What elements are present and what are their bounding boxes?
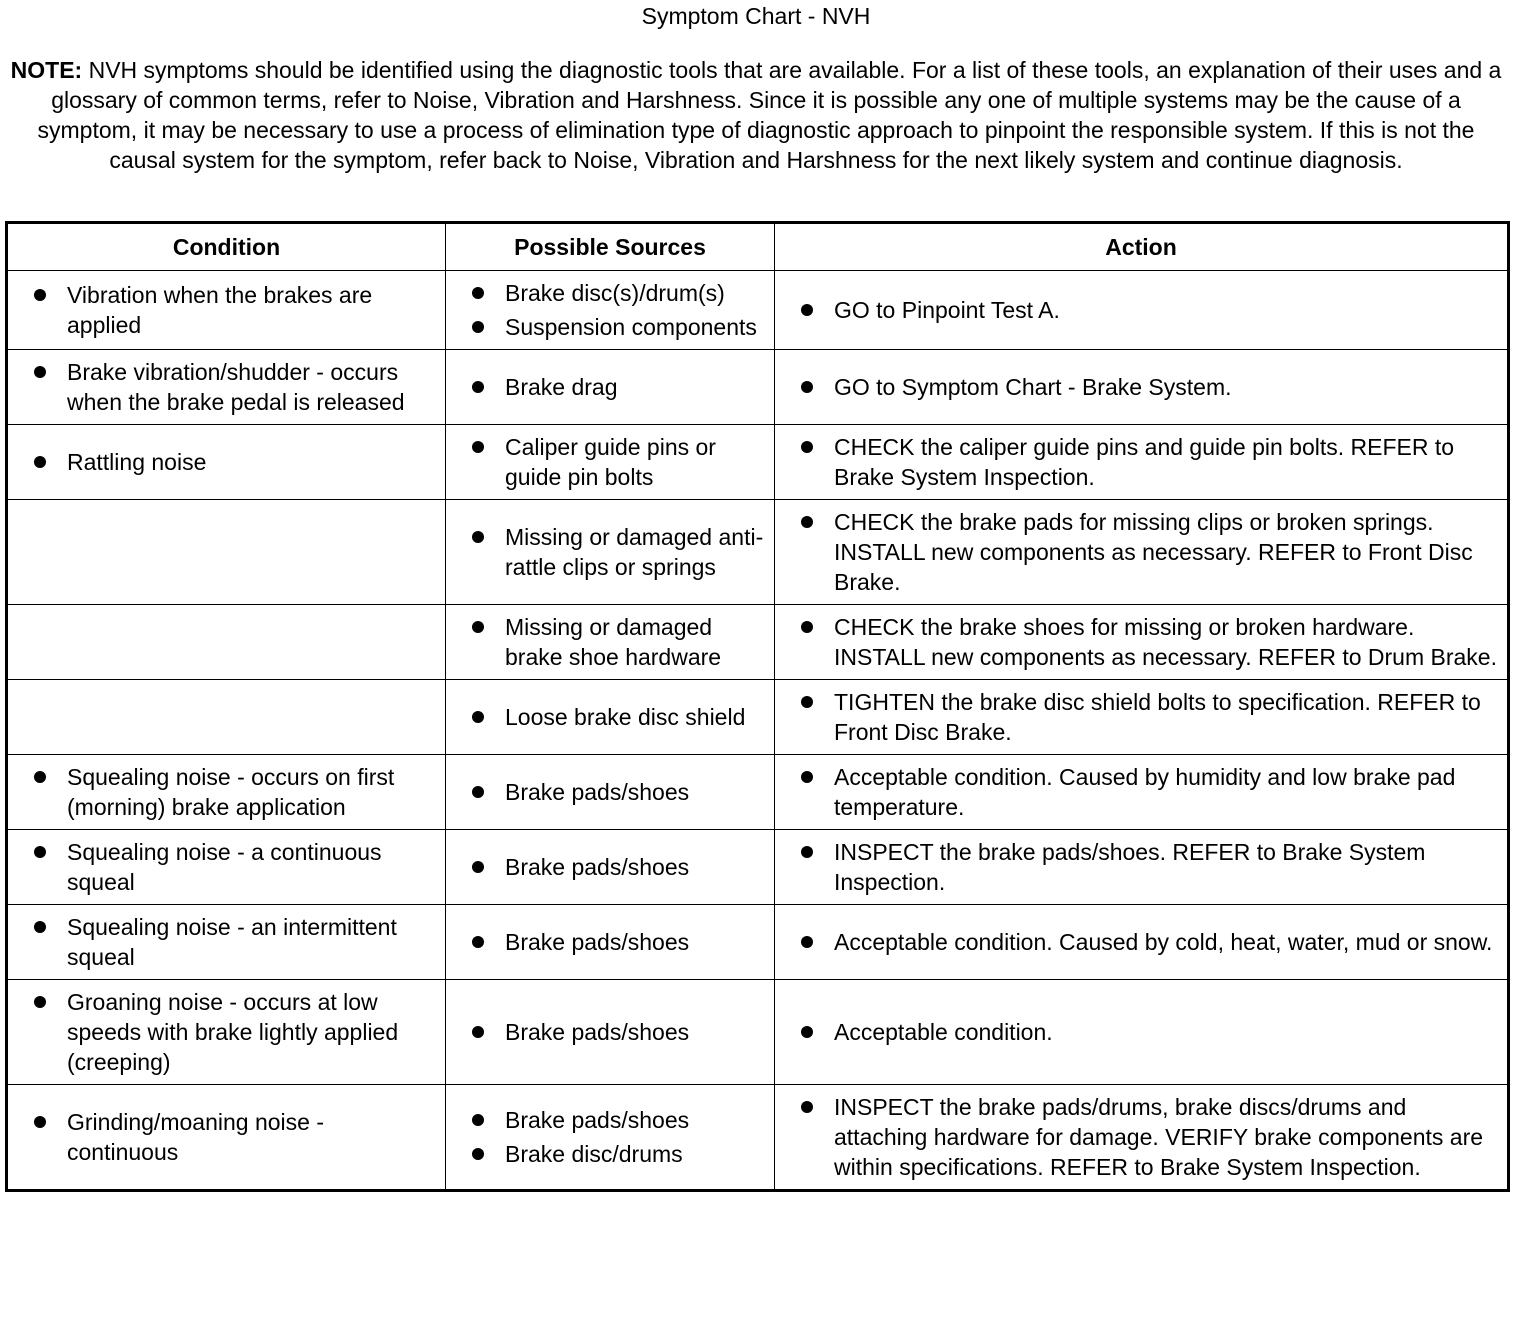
bullet-list: [799, 612, 1501, 672]
action-cell: [775, 830, 1509, 905]
page-title: Symptom Chart - NVH: [641, 3, 871, 29]
bullet-list: [32, 447, 439, 477]
bullet-item: GO to Pinpoint Test A.: [799, 295, 1501, 325]
bullet-item: Brake pads/shoes: [470, 927, 768, 957]
possible-sources-cell: [446, 500, 775, 605]
bullet-list: [470, 777, 768, 807]
bullet-list: [799, 687, 1501, 747]
bullet-list: [32, 837, 439, 897]
bullet-item: Vibration when the brakes are applied: [32, 280, 439, 340]
bullet-item: Acceptable condition.: [799, 1017, 1501, 1047]
bullet-list: [799, 295, 1501, 325]
table-row: [7, 425, 1509, 500]
table-row: [7, 830, 1509, 905]
table-row: [7, 350, 1509, 425]
bullet-list: [470, 1105, 768, 1169]
bullet-list: [470, 432, 768, 492]
bullet-list: [470, 522, 768, 582]
bullet-item: GO to Symptom Chart - Brake System.: [799, 372, 1501, 402]
bullet-item: Acceptable condition. Caused by humidity and low brake pad temperature.: [799, 762, 1501, 822]
condition-cell: [7, 1085, 446, 1191]
table-row: [7, 271, 1509, 350]
bullet-item: CHECK the brake shoes for missing or broken hardware. INSTALL new components as necessary. REFER to Drum Brake.: [799, 612, 1501, 672]
bullet-item: Brake drag: [470, 372, 768, 402]
table-row: [7, 680, 1509, 755]
bullet-item: Loose brake disc shield: [470, 702, 768, 732]
table-row: [7, 500, 1509, 605]
table-row: [7, 755, 1509, 830]
bullet-item: TIGHTEN the brake disc shield bolts to specification. REFER to Front Disc Brake.: [799, 687, 1501, 747]
bullet-item: Brake disc/drums: [470, 1139, 768, 1169]
action-cell: [775, 1085, 1509, 1191]
bullet-item: INSPECT the brake pads/drums, brake discs/drums and attaching hardware for damage. VERIFY brake components are within specifications. REFER to Brake System Inspection.: [799, 1092, 1501, 1182]
condition-cell: [7, 350, 446, 425]
action-cell: [775, 425, 1509, 500]
bullet-list: [470, 927, 768, 957]
possible-sources-cell: [446, 980, 775, 1085]
action-cell: [775, 755, 1509, 830]
table-row: [7, 605, 1509, 680]
bullet-list: [32, 1107, 439, 1167]
bullet-item: Groaning noise - occurs at low speeds with brake lightly applied (creeping): [32, 987, 439, 1077]
bullet-list: [470, 372, 768, 402]
condition-cell: [7, 830, 446, 905]
table-header-row: [7, 223, 1509, 271]
bullet-item: Grinding/moaning noise - continuous: [32, 1107, 439, 1167]
possible-sources-cell: [446, 830, 775, 905]
bullet-list: [32, 280, 439, 340]
condition-cell: [7, 425, 446, 500]
symptom-chart-table: [5, 221, 1510, 1192]
bullet-list: [470, 278, 768, 342]
header-possible-sources: Possible Sources: [446, 223, 775, 271]
bullet-list: [470, 1017, 768, 1047]
note-paragraph: [6, 55, 1506, 175]
bullet-list: [32, 357, 439, 417]
bullet-item: Brake pads/shoes: [470, 777, 768, 807]
action-cell: [775, 271, 1509, 350]
condition-cell: [7, 980, 446, 1085]
bullet-item: Suspension components: [470, 312, 768, 342]
possible-sources-cell: [446, 680, 775, 755]
condition-cell: [7, 500, 446, 605]
bullet-list: [799, 507, 1501, 597]
bullet-item: Acceptable condition. Caused by cold, heat, water, mud or snow.: [799, 927, 1501, 957]
bullet-item: Caliper guide pins or guide pin bolts: [470, 432, 768, 492]
possible-sources-cell: [446, 905, 775, 980]
action-cell: [775, 605, 1509, 680]
table-row: [7, 980, 1509, 1085]
condition-cell: [7, 605, 446, 680]
bullet-item: Rattling noise: [32, 447, 439, 477]
bullet-item: Squealing noise - an intermittent squeal: [32, 912, 439, 972]
action-cell: [775, 980, 1509, 1085]
bullet-list: [799, 1017, 1501, 1047]
action-cell: [775, 680, 1509, 755]
header-condition: Condition: [7, 223, 446, 271]
condition-cell: [7, 271, 446, 350]
possible-sources-cell: [446, 425, 775, 500]
bullet-item: Squealing noise - occurs on first (morning) brake application: [32, 762, 439, 822]
table-body: [7, 271, 1509, 1191]
bullet-list: [799, 927, 1501, 957]
bullet-item: Brake vibration/shudder - occurs when the brake pedal is released: [32, 357, 439, 417]
possible-sources-cell: [446, 755, 775, 830]
bullet-list: [32, 987, 439, 1077]
bullet-item: Brake disc(s)/drum(s): [470, 278, 768, 308]
bullet-item: CHECK the brake pads for missing clips or broken springs. INSTALL new components as necessary. REFER to Front Disc Brake.: [799, 507, 1501, 597]
action-cell: [775, 350, 1509, 425]
condition-cell: [7, 905, 446, 980]
bullet-list: [799, 372, 1501, 402]
bullet-item: Missing or damaged anti-rattle clips or springs: [470, 522, 768, 582]
bullet-item: INSPECT the brake pads/shoes. REFER to Brake System Inspection.: [799, 837, 1501, 897]
possible-sources-cell: [446, 605, 775, 680]
bullet-item: Brake pads/shoes: [470, 852, 768, 882]
bullet-list: [470, 612, 768, 672]
header-action: Action: [775, 223, 1509, 271]
bullet-list: [32, 762, 439, 822]
bullet-item: Brake pads/shoes: [470, 1017, 768, 1047]
bullet-item: Brake pads/shoes: [470, 1105, 768, 1135]
condition-cell: [7, 680, 446, 755]
bullet-item: CHECK the caliper guide pins and guide pin bolts. REFER to Brake System Inspection.: [799, 432, 1501, 492]
possible-sources-cell: [446, 350, 775, 425]
bullet-item: Squealing noise - a continuous squeal: [32, 837, 439, 897]
possible-sources-cell: [446, 271, 775, 350]
bullet-list: [32, 912, 439, 972]
table-row: [7, 905, 1509, 980]
bullet-list: [799, 762, 1501, 822]
note-label: NOTE:: [10, 57, 83, 83]
condition-cell: [7, 755, 446, 830]
note-text: NVH symptoms should be identified using the diagnostic tools that are available. For a list of these tools, an explanation of their uses and a glossary of common terms, refer to Noise, Vibration and Harshness. Since it is possible any one of multiple systems may be the cause of a symptom, it may be necessary to use a process of elimination type of diagnostic approach to pinpoint the responsible system. If this is not the causal system for the symptom, refer back to Noise, Vibration and Harshness for the next likely system and continue diagnosis.: [37, 57, 1502, 173]
bullet-item: Missing or damaged brake shoe hardware: [470, 612, 768, 672]
action-cell: [775, 500, 1509, 605]
bullet-list: [470, 852, 768, 882]
bullet-list: [470, 702, 768, 732]
bullet-list: [799, 837, 1501, 897]
table-row: [7, 1085, 1509, 1191]
bullet-list: [799, 432, 1501, 492]
possible-sources-cell: [446, 1085, 775, 1191]
bullet-list: [799, 1092, 1501, 1182]
action-cell: [775, 905, 1509, 980]
